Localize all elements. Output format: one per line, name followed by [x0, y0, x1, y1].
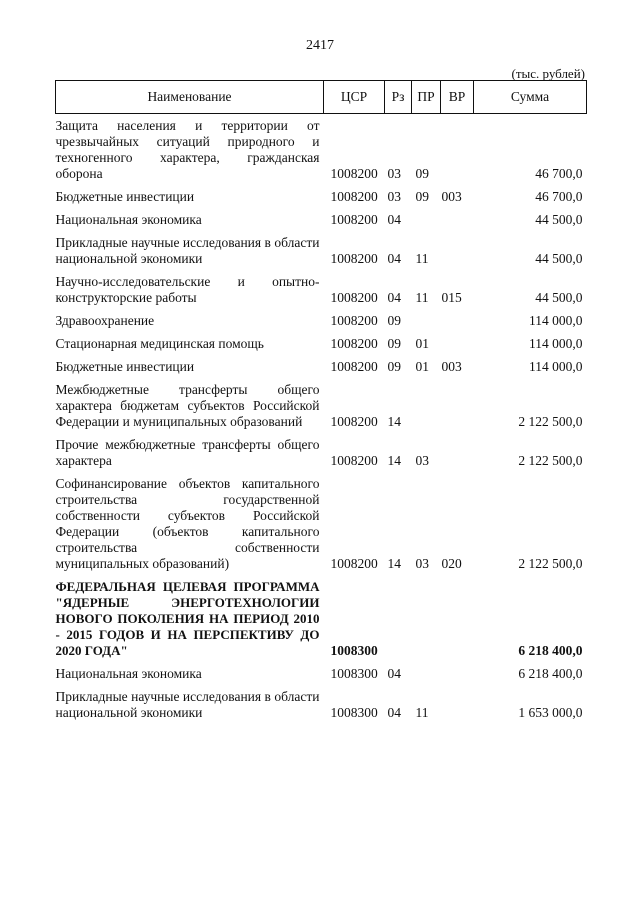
cell-rz: 04 [387, 251, 401, 266]
header-rz: Рз [385, 81, 412, 114]
cell-sum: 2 122 500,0 [518, 556, 583, 571]
cell-rz: 09 [387, 313, 401, 328]
cell-rz: 09 [387, 336, 401, 351]
cell-name: Стационарная медицинская помощь [55, 336, 264, 351]
cell-rz: 14 [387, 556, 401, 571]
table-row [56, 114, 587, 184]
cell-csr: 1008200 [330, 290, 378, 305]
cell-sum: 114 000,0 [529, 359, 583, 374]
cell-csr: 1008200 [330, 336, 378, 351]
table-row [56, 376, 587, 431]
cell-pr: 03 [415, 453, 429, 468]
cell-csr: 1008200 [330, 212, 378, 227]
table-row [56, 353, 587, 376]
cell-name: ФЕДЕРАЛЬНАЯ ЦЕЛЕВАЯ ПРОГРАММА "ЯДЕРНЫЕ ЭНЕРГОТЕХНОЛОГИИ НОВОГО ПОКОЛЕНИЯ НА ПЕРИОД 2010 - 2015 ГОДОВ И НА ПЕРСПЕКТИВУ ДО 2020 ГОДА" [55, 579, 320, 658]
cell-name: Научно-исследовательские и опытно-конструкторские работы [55, 274, 320, 305]
cell-pr: 11 [415, 290, 429, 305]
cell-sum: 44 500,0 [535, 290, 583, 305]
cell-name: Прикладные научные исследования в области национальной экономики [55, 689, 320, 720]
cell-pr: 01 [415, 336, 429, 351]
table-row [56, 307, 587, 330]
cell-sum: 44 500,0 [535, 251, 583, 266]
cell-vr [441, 114, 474, 184]
cell-name: Прочие межбюджетные трансферты общего характера [55, 437, 320, 468]
cell-vr [441, 206, 474, 229]
cell-sum: 46 700,0 [535, 166, 583, 181]
cell-rz: 04 [387, 212, 401, 227]
cell-pr [412, 376, 441, 431]
cell-sum: 114 000,0 [529, 336, 583, 351]
cell-csr: 1008200 [330, 359, 378, 374]
cell-rz: 14 [387, 453, 401, 468]
cell-vr [441, 229, 474, 268]
cell-name: Бюджетные инвестиции [55, 359, 195, 374]
cell-name: Здравоохранение [55, 313, 155, 328]
cell-name: Межбюджетные трансферты общего характера бюджетам субъектов Российской Федерации и муниципальных образований [55, 382, 320, 429]
table-row [56, 330, 587, 353]
table-body [56, 114, 587, 723]
header-pr: ПР [412, 81, 441, 114]
unit-label: (тыс. рублей) [511, 66, 585, 81]
cell-pr [412, 573, 441, 660]
cell-csr: 1008300 [330, 705, 378, 720]
cell-csr: 1008300 [330, 666, 378, 681]
cell-sum: 2 122 500,0 [518, 414, 583, 429]
cell-name: Бюджетные инвестиции [55, 189, 195, 204]
cell-rz: 04 [387, 290, 401, 305]
cell-pr: 01 [415, 359, 429, 374]
cell-csr: 1008200 [330, 166, 378, 181]
cell-csr: 1008300 [330, 643, 378, 658]
cell-name: Защита населения и территории от чрезвычайных ситуаций природного и техногенного характера, гражданская оборона [55, 118, 320, 181]
cell-sum: 2 122 500,0 [518, 453, 583, 468]
cell-rz: 14 [387, 414, 401, 429]
cell-vr: 003 [441, 189, 462, 204]
header-sum: Сумма [474, 81, 587, 114]
cell-vr: 020 [441, 556, 462, 571]
table-row [56, 683, 587, 722]
table-row [56, 470, 587, 573]
cell-sum: 114 000,0 [529, 313, 583, 328]
table-header-row [56, 81, 587, 114]
cell-sum: 1 653 000,0 [518, 705, 583, 720]
page-number: 2417 [306, 38, 334, 53]
cell-vr [441, 376, 474, 431]
table-row [56, 229, 587, 268]
cell-name: Софинансирование объектов капитального строительства государственной собственности субъектов Российской Федерации (объектов капитального строительства собственности муниципальных образований) [55, 476, 320, 571]
cell-vr [441, 307, 474, 330]
cell-name: Прикладные научные исследования в области национальной экономики [55, 235, 320, 266]
budget-table [55, 80, 587, 722]
cell-rz: 03 [387, 189, 401, 204]
table-row [56, 431, 587, 470]
cell-vr [441, 431, 474, 470]
cell-name: Национальная экономика [55, 212, 202, 227]
table-row [56, 660, 587, 683]
cell-name: Национальная экономика [55, 666, 202, 681]
cell-sum: 46 700,0 [535, 189, 583, 204]
table-row [56, 268, 587, 307]
cell-rz [385, 573, 412, 660]
cell-pr: 03 [415, 556, 429, 571]
cell-csr: 1008200 [330, 414, 378, 429]
cell-csr: 1008200 [330, 251, 378, 266]
cell-vr [441, 330, 474, 353]
cell-rz: 03 [387, 166, 401, 181]
header-csr: ЦСР [324, 81, 385, 114]
cell-csr: 1008200 [330, 189, 378, 204]
cell-rz: 04 [387, 705, 401, 720]
cell-pr: 11 [415, 251, 429, 266]
cell-sum: 6 218 400,0 [518, 666, 583, 681]
cell-rz: 09 [387, 359, 401, 374]
cell-csr: 1008200 [330, 453, 378, 468]
cell-rz: 04 [387, 666, 401, 681]
cell-pr [412, 660, 441, 683]
cell-vr [441, 683, 474, 722]
cell-vr: 003 [441, 359, 462, 374]
cell-vr [441, 573, 474, 660]
table-row [56, 183, 587, 206]
cell-csr: 1008200 [330, 313, 378, 328]
cell-pr: 09 [415, 166, 429, 181]
cell-csr: 1008200 [330, 556, 378, 571]
cell-vr: 015 [441, 290, 462, 305]
table-row [56, 573, 587, 660]
budget-table-container [55, 80, 586, 722]
header-vr: ВР [441, 81, 474, 114]
cell-pr [412, 307, 441, 330]
cell-pr: 11 [415, 705, 429, 720]
header-name: Наименование [56, 81, 324, 114]
cell-sum: 44 500,0 [535, 212, 583, 227]
cell-pr [412, 206, 441, 229]
cell-vr [441, 660, 474, 683]
table-row [56, 206, 587, 229]
cell-sum: 6 218 400,0 [518, 643, 583, 658]
cell-pr: 09 [415, 189, 429, 204]
